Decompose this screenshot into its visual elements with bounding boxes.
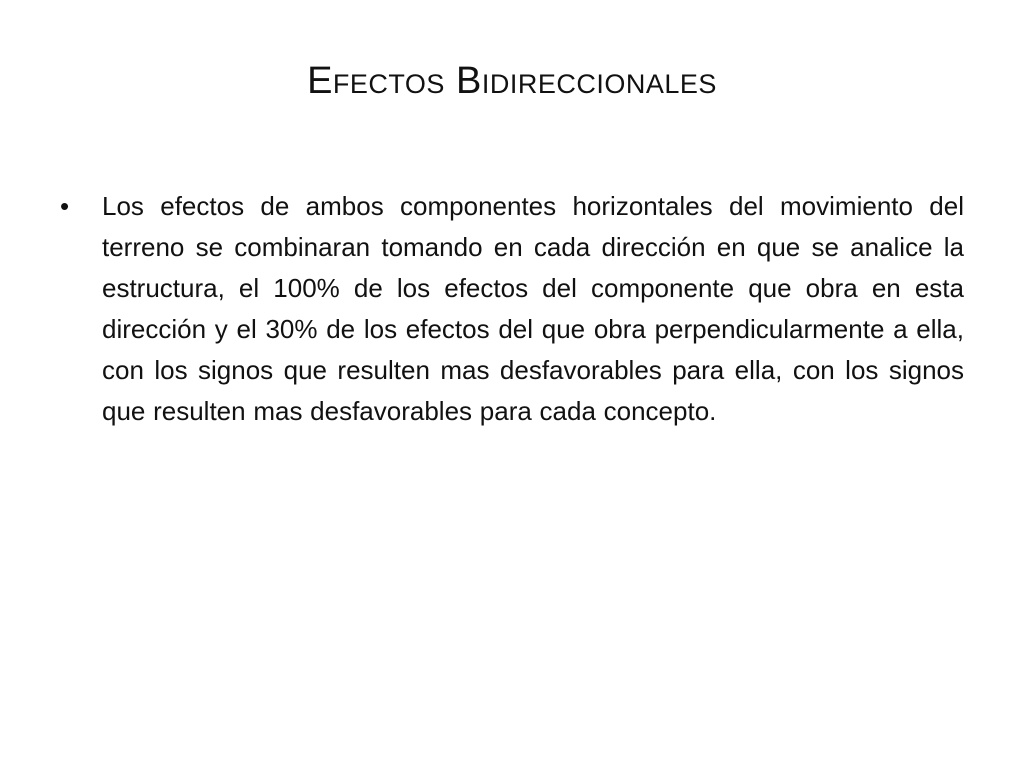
bullet-text: Los efectos de ambos componentes horizontales del movimiento del terreno se combinaran tomando en cada dirección en que se analice la estructura, el 100% de los efectos del componente que obra en esta dirección y el 30% de los efectos del que obra perpendicularmente a ella, con los signos que resulten mas desfavorables para ella, con los signos que resulten mas desfavorables para cada concepto. xyxy=(102,191,964,426)
bullet-marker: • xyxy=(60,191,70,221)
bullet-list xyxy=(60,186,964,432)
slide-title: Efectos Bidireccionales xyxy=(307,60,717,102)
bullet-item xyxy=(60,186,964,432)
